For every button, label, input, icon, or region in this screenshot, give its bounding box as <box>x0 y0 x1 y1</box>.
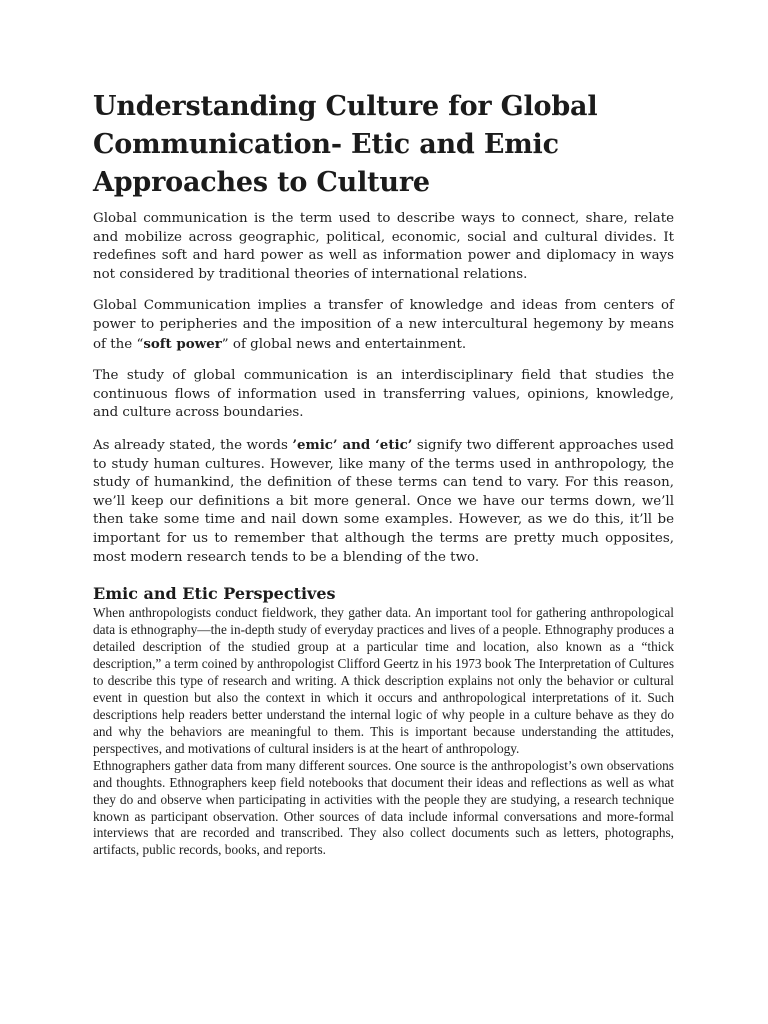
paragraph-emic-etic-intro <box>93 436 674 567</box>
paragraph-text: Global Communication implies a transfer of knowledge and ideas from centers of power to peripheries and the imposition of a new intercultural hegemony by means of the “ <box>93 298 674 352</box>
paragraph-text: ” of global news and entertainment. <box>221 336 467 352</box>
section-heading: Emic and Etic Perspectives <box>93 584 336 604</box>
document-title: Understanding Culture for Global Communication- Etic and Emic Approaches to Culture <box>93 91 598 198</box>
paragraph-fieldwork-ethnography: When anthropologists conduct fieldwork, they gather data. An important tool for gathering anthropological data is ethnography—the in-depth study of everyday practices and lives of a people. Ethnography produces a detailed description of the studied group at a particular time and location, also known as a “thick description,” a term coined by anthropologist Clifford Geertz in his 1973 book The Interpretation of Cultures to describe this type of research and writing. A thick description explains not only the behavior or cultural event in question but also the context in which it occurs and anthropological interpretations of it. Such descriptions help readers better understand the internal logic of why people in a culture behave as they do and why the behaviors are meaningful to them. This is important because understanding the attitudes, perspectives, and motivations of cultural insiders is at the heart of anthropology. <box>93 605 674 756</box>
paragraph-data-sources: Ethnographers gather data from many different sources. One source is the anthropologist’s own observations and thoughts. Ethnographers keep field notebooks that document their ideas and reflections as well as what they do and observe when participating in activities with the people they are studying, a research technique known as participant observation. Other sources of data include informal conversations and more-formal interviews that are recorded and transcribed. They also collect documents such as letters, photographs, artifacts, public records, books, and reports. <box>93 757 674 858</box>
paragraph-interdisciplinary-field: The study of global communication is an interdisciplinary field that studies the continuous flows of information used in transferring values, opinions, knowledge, and culture across boundaries. <box>93 368 674 421</box>
paragraph-global-communication-definition: Global communication is the term used to describe ways to connect, share, relate and mobilize across geographic, political, economic, social and cultural divides. It redefines soft and hard power as well as information power and diplomacy in ways not considered by traditional theories of international relations. <box>93 211 674 282</box>
paragraph-knowledge-transfer <box>93 297 674 354</box>
document-page <box>93 88 674 859</box>
paragraph-text: As already stated, the words <box>93 437 293 453</box>
paragraph-text: signify two different approaches used to study human cultures. However, like many of the terms used in anthropology, the study of humankind, the definition of these terms can tend to vary. For this reason, we’ll keep our definitions a bit more general. Once we have our terms down, we’ll then take some time and nail down some examples. However, as we do this, it’ll be important for us to remember that although the terms are pretty much opposites, most modern research tends to be a blending of the two. <box>93 437 674 565</box>
bold-term-soft-power: soft power <box>143 335 222 352</box>
bold-term-emic-etic: ’emic’ and ‘etic’ <box>292 436 413 453</box>
